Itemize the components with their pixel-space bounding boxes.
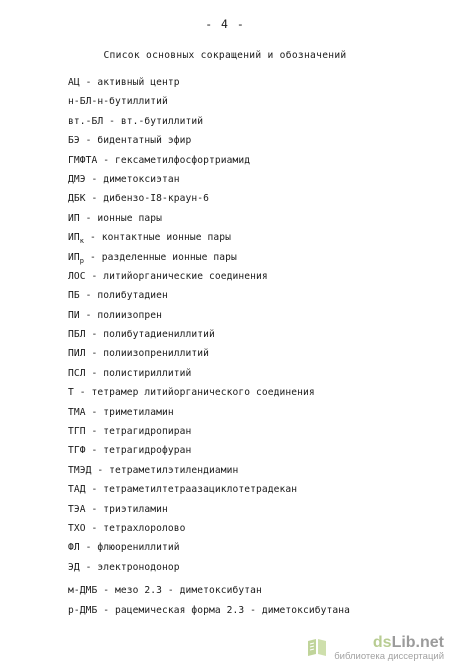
list-item	[68, 461, 450, 480]
list-item	[68, 170, 450, 189]
abbreviation-subscript: р	[79, 256, 85, 265]
list-item	[68, 364, 450, 383]
abbreviation: ТХО	[68, 522, 86, 534]
book-icon	[306, 636, 328, 658]
list-item	[68, 480, 450, 499]
abbreviation: ПБ	[68, 290, 80, 302]
page-number: - 4 -	[205, 17, 245, 31]
definition: - дибензо-I8-краун-6	[85, 193, 210, 205]
abbreviation-list	[68, 73, 450, 620]
abbreviation: ТАД	[68, 484, 86, 496]
definition: - гексаметилфосфортриамид	[97, 154, 251, 166]
definition: - рацемическая форма 2.3 - диметоксибутана	[97, 604, 351, 616]
abbreviation: ПИЛ	[68, 348, 86, 360]
list-item	[68, 601, 450, 620]
list-item	[68, 73, 450, 92]
list-item	[68, 92, 450, 111]
abbreviation: ТМА	[68, 406, 86, 418]
definition: - активный центр	[79, 77, 180, 88]
abbreviation: ПСЛ	[68, 367, 86, 379]
definition: - тетрагидропиран	[85, 426, 192, 438]
definition: - полибутадиениллитий	[85, 329, 215, 341]
abbreviation: м-ДМБ	[68, 585, 98, 597]
abbreviation-subscript: к	[79, 237, 85, 246]
list-item	[68, 500, 450, 519]
abbreviation: р-ДМБ	[68, 604, 98, 616]
list-item	[68, 325, 450, 344]
definition: - полиизопрениллитий	[85, 348, 210, 360]
definition: - флюорениллитий	[79, 542, 180, 554]
definition: - триметиламин	[85, 406, 174, 418]
abbreviation: БЭ	[68, 135, 80, 147]
list-item	[68, 112, 450, 131]
watermark	[306, 634, 444, 663]
definition: - полистириллитий	[85, 367, 192, 379]
watermark-text	[334, 634, 444, 663]
abbreviation: ИП	[68, 251, 80, 263]
abbreviation: АЦ	[68, 77, 80, 88]
list-item	[68, 248, 450, 267]
definition: - тетраметилтетраазациклотетрадекан	[85, 484, 298, 496]
list-item	[68, 286, 450, 305]
watermark-subtitle: библиотека диссертаций	[334, 651, 444, 662]
definition: - бидентатный эфир	[79, 135, 192, 147]
abbreviation: н-БЛ	[68, 96, 92, 108]
definition: - литийорганические соединения	[85, 270, 268, 282]
abbreviation: ПБЛ	[68, 329, 86, 341]
abbreviation: ТГФ	[68, 445, 86, 457]
list-item	[68, 306, 450, 325]
definition: - тетраметилэтилендиамин	[91, 464, 239, 476]
definition: - разделенные ионные пары	[84, 251, 237, 263]
abbreviation: ЭД	[68, 561, 80, 573]
abbreviation: вт.-БЛ	[68, 115, 104, 127]
list-item	[68, 131, 450, 150]
list-item	[68, 151, 450, 170]
abbreviation: Т	[68, 387, 74, 399]
list-item	[68, 189, 450, 208]
definition: - мезо 2.3 - диметоксибутан	[97, 585, 262, 597]
definition: - электронодонор	[79, 561, 180, 573]
abbreviation: ПИ	[68, 309, 80, 321]
definition: - диметоксиэтан	[85, 173, 180, 185]
abbreviation: ФЛ	[68, 542, 80, 554]
abbreviation: ГМФТА	[68, 154, 98, 166]
list-item	[68, 383, 450, 402]
list-item	[68, 267, 450, 286]
abbreviation: ТМЭД	[68, 464, 92, 476]
watermark-brand	[373, 634, 444, 651]
definition: - полибутадиен	[79, 290, 168, 302]
abbreviation: ДМЭ	[68, 173, 86, 185]
list-item	[68, 209, 450, 228]
abbreviation: ТГП	[68, 426, 86, 438]
definition: - тетрахлоролово	[85, 522, 186, 534]
list-item	[68, 228, 450, 247]
definition: - тетрамер литийорганического соединения	[73, 387, 315, 399]
list-item	[68, 558, 450, 577]
abbreviation: ДБК	[68, 193, 86, 205]
definition: - контактные ионные пары	[84, 232, 231, 244]
list-item	[68, 403, 450, 422]
abbreviation: ИП	[68, 212, 80, 224]
abbreviation: ЛОС	[68, 270, 86, 282]
definition: - ионные пары	[79, 212, 163, 224]
list-item	[68, 422, 450, 441]
definition: - триэтиламин	[85, 503, 168, 515]
list-item	[68, 344, 450, 363]
list-item	[68, 538, 450, 557]
page-heading: Список основных сокращений и обозначений	[103, 50, 347, 61]
watermark-brand-suffix: Lib.net	[391, 634, 444, 651]
list-item	[68, 581, 450, 600]
abbreviation: ТЭА	[68, 503, 86, 515]
definition: -н-бутиллитий	[91, 96, 168, 108]
watermark-brand-prefix: ds	[372, 634, 392, 651]
list-item	[68, 519, 450, 538]
definition: - вт.-бутиллитий	[103, 115, 204, 127]
definition: - полиизопрен	[79, 309, 163, 321]
definition: - тетрагидрофуран	[85, 445, 192, 457]
abbreviation: ИП	[68, 232, 80, 244]
list-item	[68, 441, 450, 460]
